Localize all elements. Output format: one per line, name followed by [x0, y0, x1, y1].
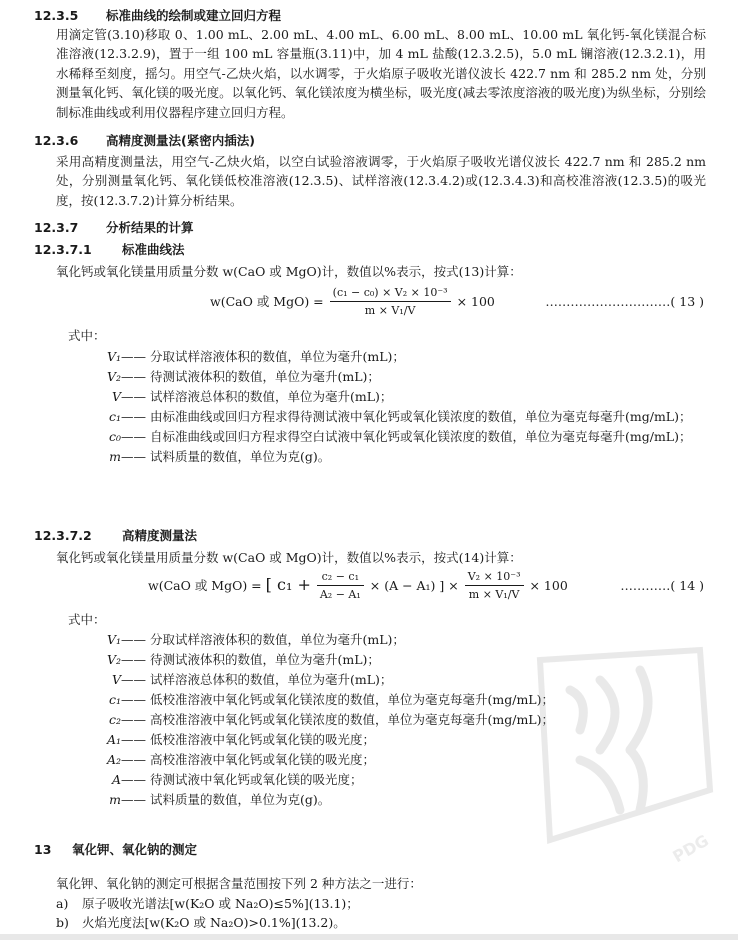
- definition-text: 高校准溶液中氧化钙或氧化镁浓度的数值，单位为毫克每毫升(mg/mL)；: [150, 712, 554, 727]
- symbol-text: A₁: [106, 732, 121, 747]
- symbol-text: V₂: [106, 652, 121, 667]
- definition-row: [68, 367, 718, 387]
- definition-row: [68, 387, 718, 407]
- symbol-text: c₀: [108, 429, 121, 444]
- definition-row: [68, 427, 718, 447]
- symbol-text: V: [111, 672, 121, 687]
- section-heading-13: 13 氧化钾、氧化钠的测定: [34, 842, 198, 857]
- definition-text: 分取试样溶液体积的数值，单位为毫升(mL)；: [150, 632, 405, 647]
- symbol-text: m: [109, 792, 121, 807]
- em-dash: ——: [121, 449, 146, 464]
- paragraph-13-intro: 氧化钾、氧化钠的测定可根据含量范围按下列 2 种方法之一进行：: [56, 876, 422, 891]
- paragraph-12-3-6: 采用高精度测量法，用空气-乙炔火焰，以空白试验溶液调零，于火焰原子吸收光谱仪波长 422.7 nm 和 285.2 nm 处，分别测量氧化钙、氧化镁低校准溶液(12.3.5)、试样溶液(12.3.4.2)或(12.3.4.3)和高校准溶液(12.3.5)的吸光度，按(12.3.7.2)计算分析结果。: [56, 154, 706, 208]
- em-dash: ——: [121, 389, 146, 404]
- definition-text: 低校准溶液中氧化钙或氧化镁浓度的数值，单位为毫克每毫升(mg/mL)；: [150, 692, 554, 707]
- definition-symbol: [68, 750, 146, 769]
- symbol-text: c₁: [108, 692, 121, 707]
- definition-symbol: [68, 427, 146, 446]
- definition-symbol: [68, 690, 146, 709]
- em-dash: ——: [121, 349, 146, 364]
- em-dash: ——: [121, 712, 146, 727]
- definition-symbol: [68, 347, 146, 366]
- em-dash: ——: [121, 652, 146, 667]
- definition-text: 自标准曲线或回归方程求得空白试液中氧化钙或氧化镁浓度的数值，单位为毫克每毫升(mg/mL)；: [150, 429, 692, 444]
- paragraph-12-3-7-1-intro: 氧化钙或氧化镁量用质量分数 w(CaO 或 MgO)计，数值以%表示，按式(13)计算：: [56, 264, 522, 279]
- list-item: a) 原子吸收光谱法[w(K₂O 或 Na₂O)≤5%](13.1)；: [56, 896, 359, 911]
- definition-symbol: [68, 770, 146, 789]
- formula-14-fraction-2: $\frac{\text{V₂ × 10⁻³}}{\text{m × V₁/V}}$: [465, 568, 524, 603]
- paragraph-12-3-7-2-intro: 氧化钙或氧化镁量用质量分数 w(CaO 或 MgO)计，数值以%表示，按式(14)计算：: [56, 550, 522, 565]
- em-dash: ——: [121, 672, 146, 687]
- where-label-2: 式中：: [68, 612, 106, 627]
- em-dash: ——: [121, 409, 146, 424]
- symbol-text: V: [111, 389, 121, 404]
- definitions-list-13: [68, 347, 718, 467]
- section-heading-12-3-7-1: 12.3.7.1 标准曲线法: [34, 242, 185, 257]
- watermark-seal: [510, 640, 720, 870]
- definition-symbol: [68, 650, 146, 669]
- em-dash: ——: [121, 429, 146, 444]
- definition-text: 试料质量的数值，单位为克(g)。: [150, 792, 331, 807]
- definition-row: [68, 407, 718, 427]
- definition-symbol: [68, 367, 146, 386]
- equation-number-14: …………( 14 ): [620, 578, 704, 593]
- definition-symbol: [68, 387, 146, 406]
- definition-text: 试样溶液总体积的数值，单位为毫升(mL)；: [150, 672, 393, 687]
- em-dash: ——: [121, 369, 146, 384]
- definition-text: 试料质量的数值，单位为克(g)。: [150, 449, 331, 464]
- paragraph-12-3-5: 用滴定管(3.10)移取 0、1.00 mL、2.00 mL、4.00 mL、6.00 mL、8.00 mL、10.00 mL 氧化钙-氧化镁混合标准溶液(12.3.2.9)，置于一组 100 mL 容量瓶(3.11)中，加 4 mL 盐酸(12.3.2.5)，5.0 mL 镧溶液(12.3.2.1)，用水稀释至刻度，摇匀。用空气-乙炔火焰，以水调零，于火焰原子吸收光谱仪波长 422.7 nm 和 285.2 nm 处，分别测量氧化钙、氧化镁的吸光度。以氧化钙、氧化镁浓度为横坐标，吸光度(减去零浓度溶液的吸光度)为纵坐标，分别绘制标准曲线或利用仪器程序建立回归方程。: [56, 27, 706, 120]
- section-heading-12-3-7: 12.3.7 分析结果的计算: [34, 220, 194, 235]
- formula-14-fraction-1: $\frac{\text{c₂ − c₁}}{\text{A₂ − A₁}}$: [317, 568, 364, 603]
- definition-text: 试样溶液总体积的数值，单位为毫升(mL)；: [150, 389, 393, 404]
- definition-text: 由标准曲线或回归方程求得待测试液中氧化钙或氧化镁浓度的数值，单位为毫克每毫升(mg/mL)；: [150, 409, 692, 424]
- definition-symbol: [68, 790, 146, 809]
- symbol-text: V₂: [106, 369, 121, 384]
- symbol-text: m: [109, 449, 121, 464]
- definition-text: 待测试液中氧化钙或氧化镁的吸光度；: [150, 772, 363, 787]
- symbol-text: V₁: [106, 349, 121, 364]
- section-heading-12-3-6: 12.3.6 高精度测量法(紧密内插法): [34, 133, 255, 148]
- symbol-text: c₂: [108, 712, 121, 727]
- symbol-text: V₁: [106, 632, 121, 647]
- definition-symbol: [68, 630, 146, 649]
- formula-13-fraction: $\frac{\text{(c₁ − c₀) × V₂ × 10⁻³}}{\text{m × V₁/V}}$: [330, 284, 451, 319]
- em-dash: ——: [121, 772, 146, 787]
- definition-row: [68, 347, 718, 367]
- definition-symbol: [68, 670, 146, 689]
- em-dash: ——: [121, 632, 146, 647]
- watermark-text: PDG: [669, 831, 712, 867]
- symbol-text: c₁: [108, 409, 121, 424]
- symbol-text: A₂: [106, 752, 121, 767]
- em-dash: ——: [121, 692, 146, 707]
- em-dash: ——: [121, 732, 146, 747]
- document-page: 12.3.5 标准曲线的绘制或建立回归方程 用滴定管(3.10)移取 0、1.00 mL、2.00 mL、4.00 mL、6.00 mL、8.00 mL、10.00 mL 氧化钙-氧化镁混合标准溶液(12.3.2.9)，置于一组 100 mL 容量瓶(3.11)中，加 4 mL 盐酸(12.3.2.5)，5.0 mL 镧溶液(12.3.2.1)，用水稀释至刻度，摇匀。用空气-乙炔火焰，以水调零，于火焰原子吸收光谱仪波长 422.7 nm 和 285.2 nm 处，分别测量氧化钙、氧化镁的吸光度。以氧化钙、氧化镁浓度为横坐标，吸光度(减去零浓度溶液的吸光度)为纵坐标，分别绘制标准曲线或利用仪器程序建立回归方程。 12.3.6 高精度测量法(紧密内插法) 采用高精度测量法，用空气-乙炔火焰，以空白试验溶液调零，于火焰原子吸收光谱仪波长 422.7 nm 和 285.2 nm 处，分别测量氧化钙、氧化镁低校准溶液(12.3.5)、试样溶液(12.3.4.2)或(12.3.4.3)和高校准溶液(12.3.5)的吸光度，按(12.3.7.2)计算分析结果。 12.3.7 分析结果的计算 12.3.7.1 标准曲线法 氧化钙或氧化镁量用质量分数 w(CaO 或 MgO)计，数值以%表示，按式(13)计算： w(CaO 或 MgO) = $\frac{\text{(c₁ − c₀) × V₂ × 10⁻³}}{\text{m × V₁/V}}$ × 100 …………………………( 13 ) 式中： V₁—— 分取试样溶液体积的数值，单位为毫升(mL)； V₂—— 待测试液体积的数值，单位为毫升(mL)； V—— 试样溶液总体积的数值，单位为毫升(mL)； c₁—— 由标准曲线或回归方程求得待测试液中氧化钙或氧化镁浓度的数值，单位为毫克每毫升(mg/mL)； c₀—— 自标准曲线或回归方程求得空白试液中氧化钙或氧化镁浓度的数值，单位为毫克每毫升(mg/mL)； m—— 试料质量的数值，单位为克(g)。 12.3.7.2 高精度测量法 氧化钙或氧化镁量用质量分数 w(CaO 或 MgO)计，数值以%表示，按式(14)计算： w(CaO 或 MgO) = [ c₁ + $\frac{\text{c₂ − c₁}}{\text{A₂ − A₁}}$ × (A − A₁) ] × $\frac{\text{V₂ × 10⁻³}}{\text{m × V₁/V}}$ × 100 …………( 14 ) 式中： V₁—— 分取试样溶液体积的数值，单位为毫升(mL)； V₂—— 待测试液体积的数值，单位为毫升(mL)； V—— 试样溶液总体积的数值，单位为毫升(mL)； c₁—— 低校准溶液中氧化钙或氧化镁浓度的数值，单位为毫克每毫升(mg/mL)； c₂—— 高校准溶液中氧化钙或氧化镁浓度的数值，单位为毫克每毫升(mg/mL)； A₁—— 低校准溶液中氧化钙或氧化镁的吸光度； A₂—— 高校准溶液中氧化钙或氧化镁的吸光度； A—— 待测试液中氧化钙或氧化镁的吸光度； m—— 试料质量的数值，单位为克(g)。 13 氧化钾、氧化钠的测定 氧化钾、氧化钠的测定可根据含量范围按下列 2 种方法之一进行： a) 原子吸收光谱法[w(K₂O 或 Na₂O)≤5%](13.1)； b) 火焰光度法[w(K₂O 或 Na₂O)>0.1%](13.2)。 PDG: [0, 0, 738, 940]
- section-heading-12-3-7-2: 12.3.7.2 高精度测量法: [34, 528, 198, 543]
- definition-text: 低校准溶液中氧化钙或氧化镁的吸光度；: [150, 732, 376, 747]
- em-dash: ——: [121, 752, 146, 767]
- where-label-1: 式中：: [68, 328, 106, 343]
- page-bottom-edge: [0, 934, 738, 940]
- list-item: b) 火焰光度法[w(K₂O 或 Na₂O)>0.1%](13.2)。: [56, 915, 346, 930]
- definition-text: 高校准溶液中氧化钙或氧化镁的吸光度；: [150, 752, 376, 767]
- definition-symbol: [68, 710, 146, 729]
- definition-symbol: [68, 730, 146, 749]
- definition-row: [68, 447, 718, 467]
- symbol-text: A: [111, 772, 121, 787]
- definition-symbol: [68, 407, 146, 426]
- em-dash: ——: [121, 792, 146, 807]
- definition-text: 待测试液体积的数值，单位为毫升(mL)；: [150, 369, 380, 384]
- equation-number-13: …………………………( 13 ): [545, 294, 704, 309]
- definition-text: 分取试样溶液体积的数值，单位为毫升(mL)；: [150, 349, 405, 364]
- section-heading-12-3-5: 12.3.5 标准曲线的绘制或建立回归方程: [34, 8, 282, 23]
- definition-text: 待测试液体积的数值，单位为毫升(mL)；: [150, 652, 380, 667]
- definition-symbol: [68, 447, 146, 466]
